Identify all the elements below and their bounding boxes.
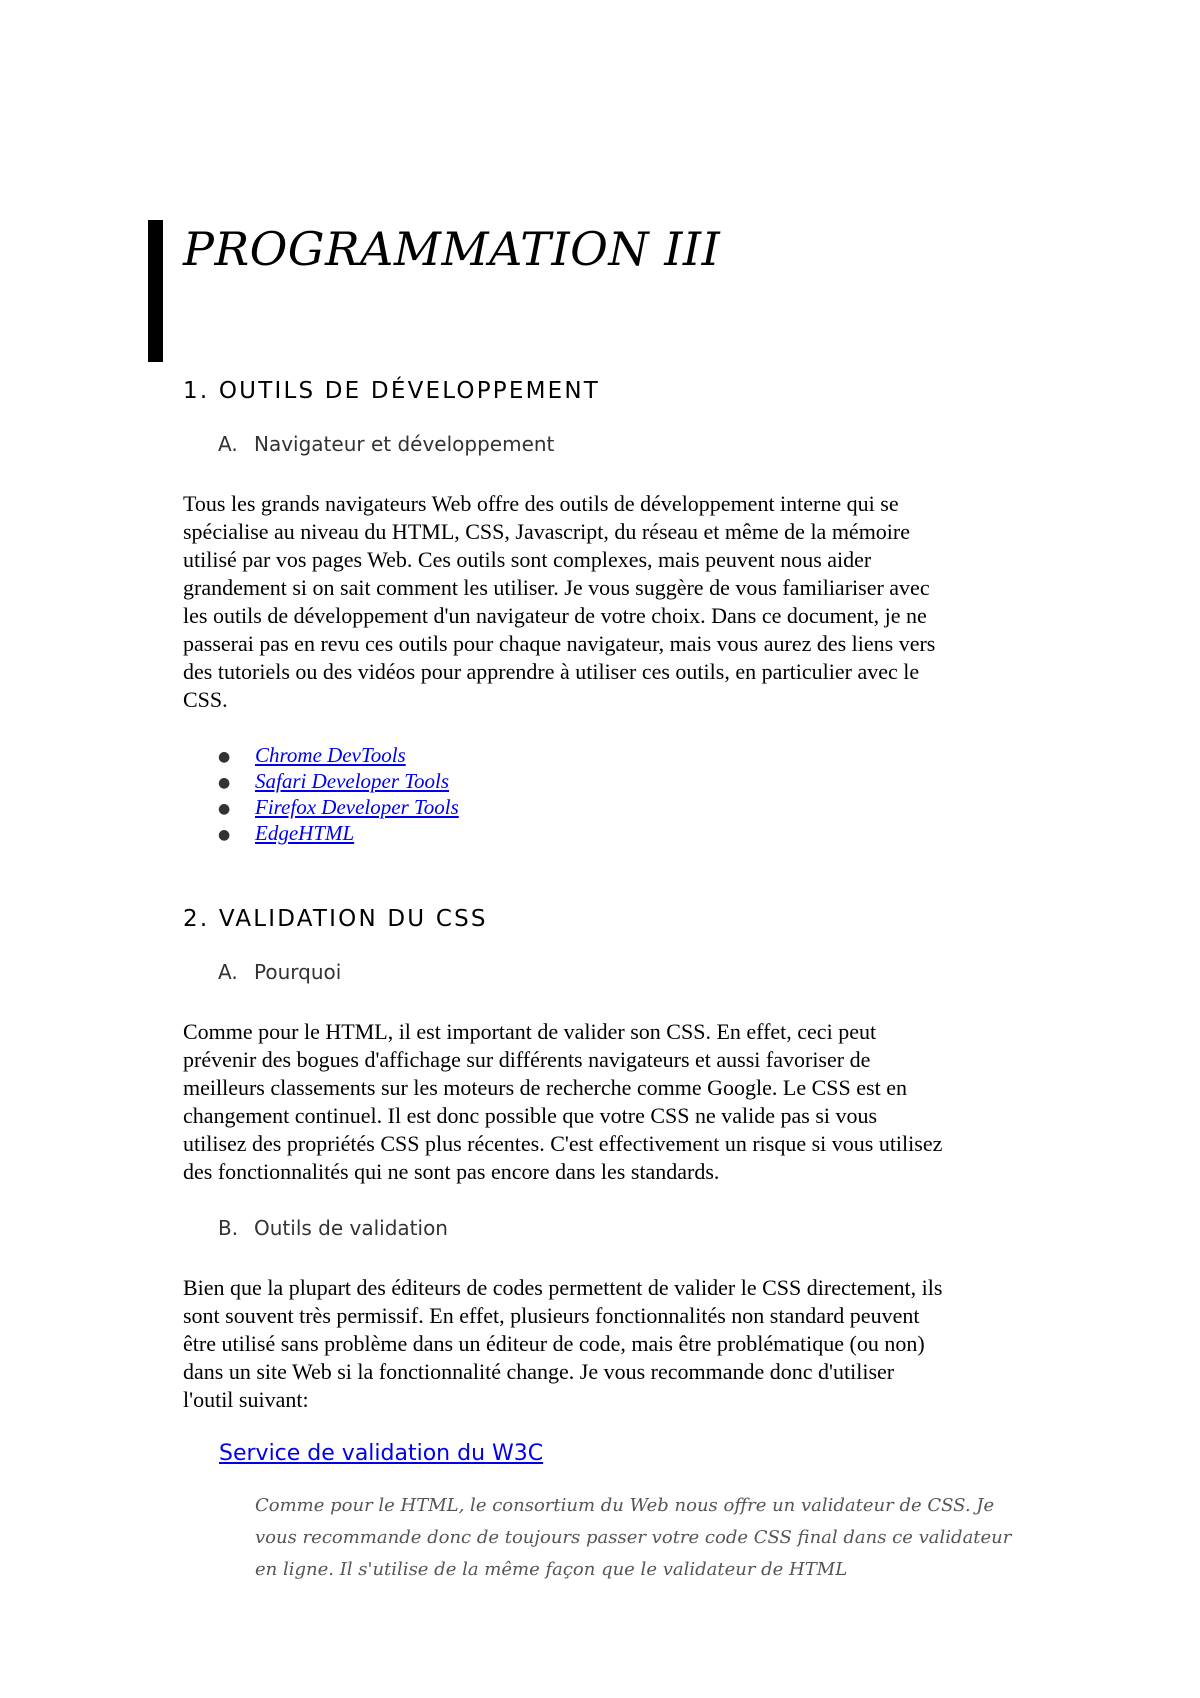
link-safari-developer-tools[interactable]: Safari Developer Tools [255,769,450,793]
document-title: PROGRAMMATION III [183,222,721,276]
link-w3c-validation-service[interactable]: Service de validation du W3C [219,1441,544,1466]
section-2-title: VALIDATION DU CSS [218,906,488,932]
title-accent-bar [148,220,163,362]
link-edgehtml[interactable]: EdgeHTML [255,821,355,845]
paragraph-outils-validation [183,1274,1023,1414]
paragraph-line: des fonctionnalités qui ne sont pas encore dans les standards. [183,1159,720,1184]
link-chrome-devtools[interactable]: Chrome DevTools [255,743,406,767]
paragraph-line: meilleurs classements sur les moteurs de recherche comme Google. Le CSS est en [183,1075,907,1100]
subsection-2a-heading [218,960,341,984]
subsection-2b-title: Outils de validation [254,1216,448,1240]
quote-line: Comme pour le HTML, le consortium du Web nous offre un validateur de CSS. Je [255,1495,995,1516]
quote-line: vous recommande donc de toujours passer votre code CSS final dans ce validateur [255,1527,1012,1548]
subsection-1a-letter: A. [218,432,238,456]
paragraph-line: Bien que la plupart des éditeurs de codes permettent de valider le CSS directement, ils [183,1275,943,1300]
paragraph-pourquoi [183,1018,1023,1186]
paragraph-line: spécialise au niveau du HTML, CSS, Javascript, du réseau et même de la mémoire [183,519,911,544]
section-1-heading [183,378,600,404]
subsection-1a-title: Navigateur et développement [254,432,555,456]
paragraph-line: l'outil suivant: [183,1387,309,1412]
w3c-description-quote [255,1490,1011,1586]
paragraph-line: CSS. [183,687,228,712]
paragraph-line: passerai pas en revu ces outils pour chaque navigateur, mais vous aurez des liens vers [183,631,936,656]
link-firefox-developer-tools[interactable]: Firefox Developer Tools [255,795,459,819]
list-item [183,820,459,846]
section-1-number: 1. [183,378,210,404]
bullet-icon: ● [218,749,231,766]
paragraph-line: Tous les grands navigateurs Web offre des outils de développement interne qui se [183,491,899,516]
paragraph-line: utilisez des propriétés CSS plus récentes. C'est effectivement un risque si vous utilisez [183,1131,943,1156]
paragraph-line: prévenir des bogues d'affichage sur différents navigateurs et aussi favoriser de [183,1047,871,1072]
list-item [183,742,459,768]
quote-line: en ligne. Il s'utilise de la même façon que le validateur de HTML [255,1559,848,1580]
subsection-2b-heading [218,1216,448,1240]
paragraph-line: Comme pour le HTML, il est important de valider son CSS. En effet, ceci peut [183,1019,877,1044]
subsection-1a-heading [218,432,554,456]
paragraph-navigateur [183,490,1023,714]
paragraph-line: changement continuel. Il est donc possible que votre CSS ne valide pas si vous [183,1103,878,1128]
paragraph-line: utilisé par vos pages Web. Ces outils sont complexes, mais peuvent nous aider [183,547,872,572]
subsection-2a-letter: A. [218,960,238,984]
bullet-icon: ● [218,801,231,818]
section-2-number: 2. [183,906,210,932]
bullet-icon: ● [218,775,231,792]
paragraph-line: les outils de développement d'un navigateur de votre choix. Dans ce document, je ne [183,603,927,628]
section-1-title: OUTILS DE DÉVELOPPEMENT [218,378,601,404]
section-2-heading [183,906,488,932]
paragraph-line: être utilisé sans problème dans un éditeur de code, mais être problématique (ou non) [183,1331,925,1356]
subsection-2b-letter: B. [218,1216,239,1240]
subsection-2a-title: Pourquoi [254,960,342,984]
bullet-icon: ● [218,827,231,844]
paragraph-line: dans un site Web si la fonctionnalité change. Je vous recommande donc d'utiliser [183,1359,895,1384]
paragraph-line: des tutoriels ou des vidéos pour apprendre à utiliser ces outils, en particulier avec le [183,659,920,684]
list-item [183,768,459,794]
devtools-link-list [183,742,459,846]
list-item [183,794,459,820]
paragraph-line: sont souvent très permissif. En effet, plusieurs fonctionnalités non standard peuvent [183,1303,920,1328]
paragraph-line: grandement si on sait comment les utiliser. Je vous suggère de vous familiariser avec [183,575,930,600]
